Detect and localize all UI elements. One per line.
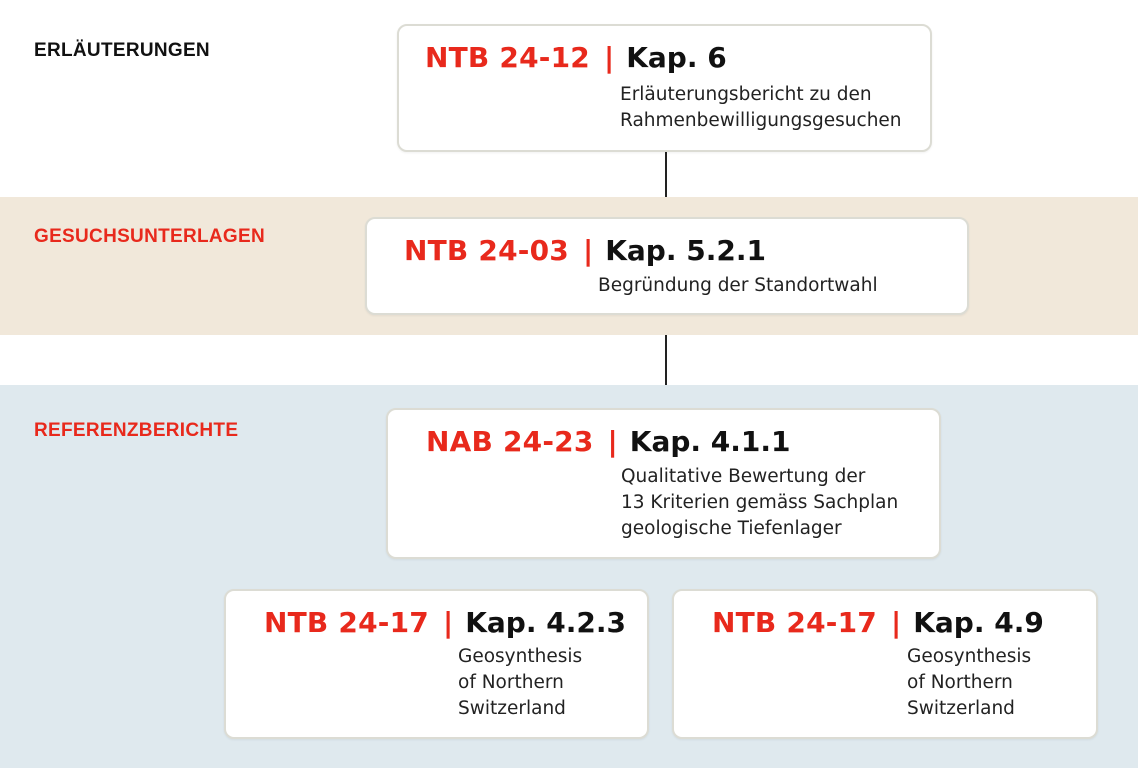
separator: |	[607, 425, 618, 458]
chapter-ref: Kap. 4.1.1	[629, 425, 791, 458]
report-code: NAB 24-23	[426, 425, 594, 458]
connector-line	[665, 151, 667, 197]
box-heading	[404, 235, 766, 267]
report-code: NTB 24-12	[425, 41, 590, 74]
report-box-nab-24-23[interactable]	[386, 408, 941, 559]
description-line: Qualitative Bewertung der	[621, 466, 866, 487]
box-heading	[426, 426, 791, 458]
separator: |	[442, 606, 454, 639]
section-label-erlaeuterungen: ERLÄUTERUNGEN	[34, 40, 210, 61]
description-line: of Northern	[907, 672, 1013, 693]
description-line: 13 Kriterien gemäss Sachplan	[621, 492, 899, 513]
report-code: NTB 24-17	[712, 606, 877, 639]
separator: |	[890, 606, 902, 639]
description-line: geologische Tiefenlager	[621, 518, 842, 539]
report-code: NTB 24-03	[404, 234, 569, 267]
box-description	[458, 644, 582, 722]
connector-line	[665, 335, 667, 385]
description-line: Switzerland	[458, 698, 566, 719]
box-heading	[425, 42, 727, 74]
box-description	[621, 464, 898, 542]
report-box-ntb-24-12[interactable]	[397, 24, 932, 152]
description-line: Rahmenbewilligungsgesuchen	[620, 110, 902, 131]
description-line: Erläuterungsbericht zu den	[620, 84, 872, 105]
chapter-ref: Kap. 6	[626, 41, 727, 74]
chapter-ref: Kap. 5.2.1	[605, 234, 766, 267]
separator: |	[582, 234, 594, 267]
report-code: NTB 24-17	[264, 606, 429, 639]
box-description	[620, 82, 902, 134]
section-label-referenzberichte: REFERENZBERICHTE	[34, 420, 239, 441]
description-line: Geosynthesis	[907, 646, 1032, 667]
box-description	[907, 644, 1031, 722]
box-heading	[712, 607, 1044, 639]
description-line: Begründung der Standortwahl	[598, 275, 878, 296]
box-heading	[264, 607, 626, 639]
description-line: Switzerland	[907, 698, 1015, 719]
report-box-ntb-24-17-left[interactable]	[224, 589, 649, 739]
chapter-ref: Kap. 4.2.3	[465, 606, 626, 639]
section-label-gesuchsunterlagen: GESUCHSUNTERLAGEN	[34, 226, 266, 247]
separator: |	[603, 41, 615, 74]
report-box-ntb-24-03[interactable]	[365, 217, 969, 315]
box-description	[598, 273, 878, 299]
chapter-ref: Kap. 4.9	[913, 606, 1044, 639]
report-box-ntb-24-17-right[interactable]	[672, 589, 1098, 739]
description-line: Geosynthesis	[458, 646, 583, 667]
description-line: of Northern	[458, 672, 564, 693]
